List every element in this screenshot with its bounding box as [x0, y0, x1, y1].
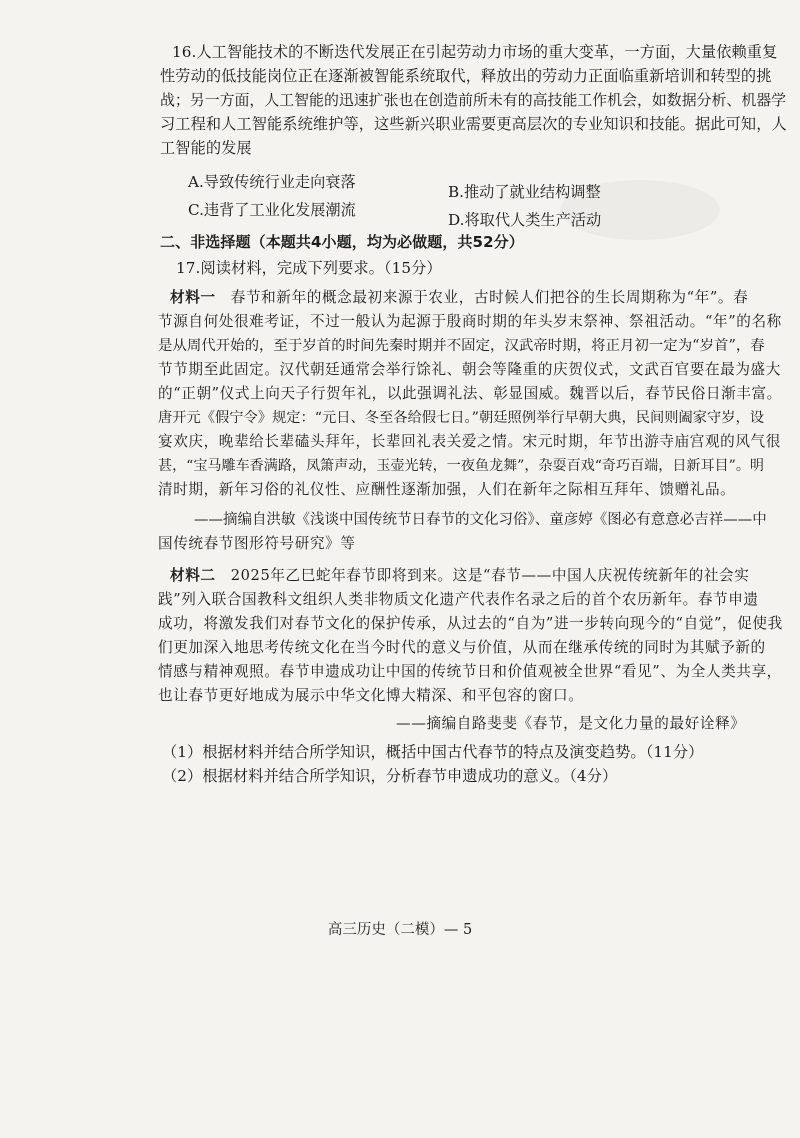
material-1-label: 材料一	[170, 289, 216, 306]
q16-option-d: D.将取代人类生产活动	[448, 211, 602, 229]
q16-line-3: 战；另一方面，人工智能的迅速扩张也在创造前所未有的高技能工作机会，如数据分析、机器学	[160, 91, 787, 109]
material-1-line-2: 节源自何处很难考证，不过一般认为起源于殷商时期的年头岁末祭神、祭祖活动。“年”的名称	[158, 313, 782, 330]
material-1-source-2: 国传统春节图形符号研究》等	[158, 535, 356, 552]
material-2-line-2: 践”列入联合国教科文组织人类非物质文化遗产代表作名录之后的首个农历新年。春节申遗	[158, 591, 759, 608]
q16-option-c: C.违背了工业化发展潮流	[188, 201, 356, 219]
q16-line-4: 习工程和人工智能系统维护等，这些新兴职业需要更高层次的专业知识和技能。据此可知，人	[160, 115, 787, 133]
q16-option-b: B.推动了就业结构调整	[448, 183, 601, 201]
material-1-line-3: 是从周代开始的，至于岁首的时间先秦时期并不固定，汉武帝时期，将正月初一定为“岁首”，春	[158, 338, 765, 354]
material-1-line-1: 春节和新年的概念最初来源于农业，古时候人们把谷的生长周期称为“年”。春	[215, 289, 749, 306]
footer-label: 高三历史（二模）	[327, 922, 444, 938]
material-2-line-4: 们更加深入地思考传统文化在当今时代的意义与价值，从而在继承传统的同时为其赋予新的	[158, 639, 766, 656]
material-2-first-line	[170, 566, 749, 586]
q16-line-5: 工智能的发展	[160, 139, 252, 157]
q16-option-a: A.导致传统行业走向衰落	[188, 173, 356, 191]
page-footer	[0, 918, 800, 939]
material-1-line-4: 节节期至此固定。汉代朝廷通常会举行馀礼、朝会等隆重的庆贺仪式，文武百官要在最为盛大	[158, 361, 781, 378]
material-1-line-7: 宴欢庆，晚辈给长辈磕头拜年，长辈回礼表关爱之情。宋元时期，年节出游寺庙宫观的风气很	[158, 433, 781, 450]
page-number: 5	[462, 922, 473, 938]
material-2-line-5: 情感与精神观照。春节申遗成功让中国的传统节日和价值观被全世界“看见”、为全人类共享，	[158, 663, 782, 680]
q16-line-1: 16.人工智能技术的不断迭代发展正在引起劳动力市场的重大变革，一方面，大量依赖重复	[172, 43, 778, 61]
section-2-heading: 二、非选择题（本题共4小题，均为必做题，共52分）	[160, 233, 524, 251]
footer-separator: —	[443, 922, 459, 938]
material-1-source-1: ——摘编自洪敏《浅谈中国传统节日春节的文化习俗》、童彦婷《图必有意意必吉祥——中	[194, 512, 767, 528]
q17-intro: 17.阅读材料，完成下列要求。（15分）	[176, 259, 442, 277]
material-1-line-6: 唐开元《假宁令》规定：“元日、冬至各给假七日。”朝廷照例举行早朝大典，民间则阖家守岁，设	[158, 410, 764, 426]
q17-subquestion-1: （1）根据材料并结合所学知识，概括中国古代春节的特点及演变趋势。（11分）	[162, 743, 704, 761]
material-2-label: 材料二	[170, 567, 216, 584]
material-2-source: ——摘编自路斐斐《春节，是文化力量的最好诠释》	[396, 715, 746, 732]
material-1-first-line	[170, 288, 748, 308]
material-2-line-3: 成功，将激发我们对春节文化的保护传承，从过去的“自为”进一步转向现今的“自觉”，促使我	[158, 615, 783, 632]
material-2-line-6: 也让春节更好地成为展示中华文化博大精深、和平包容的窗口。	[158, 687, 584, 704]
material-1-line-8: 甚，“宝马雕车香满路，凤箫声动，玉壶光转，一夜鱼龙舞”，杂耍百戏“奇巧百端，日新耳目”。明	[158, 458, 764, 474]
material-1-line-9: 清时期，新年习俗的礼仪性、应酬性逐渐加强，人们在新年之际相互拜年、馈赠礼品。	[158, 481, 736, 498]
q16-line-2: 性劳动的低技能岗位正在逐渐被智能系统取代，释放出的劳动力正面临重新培训和转型的挑	[160, 67, 772, 85]
q17-subquestion-2: （2）根据材料并结合所学知识，分析春节申遗成功的意义。（4分）	[162, 767, 618, 785]
material-2-line-1: 2025年乙巳蛇年春节即将到来。这是“春节——中国人庆祝传统新年的社会实	[215, 567, 750, 584]
material-1-line-5: 的“正朝”仪式上向天子行贺年礼，以此强调礼法、彰显国威。魏晋以后，春节民俗日渐丰富。	[158, 385, 782, 402]
